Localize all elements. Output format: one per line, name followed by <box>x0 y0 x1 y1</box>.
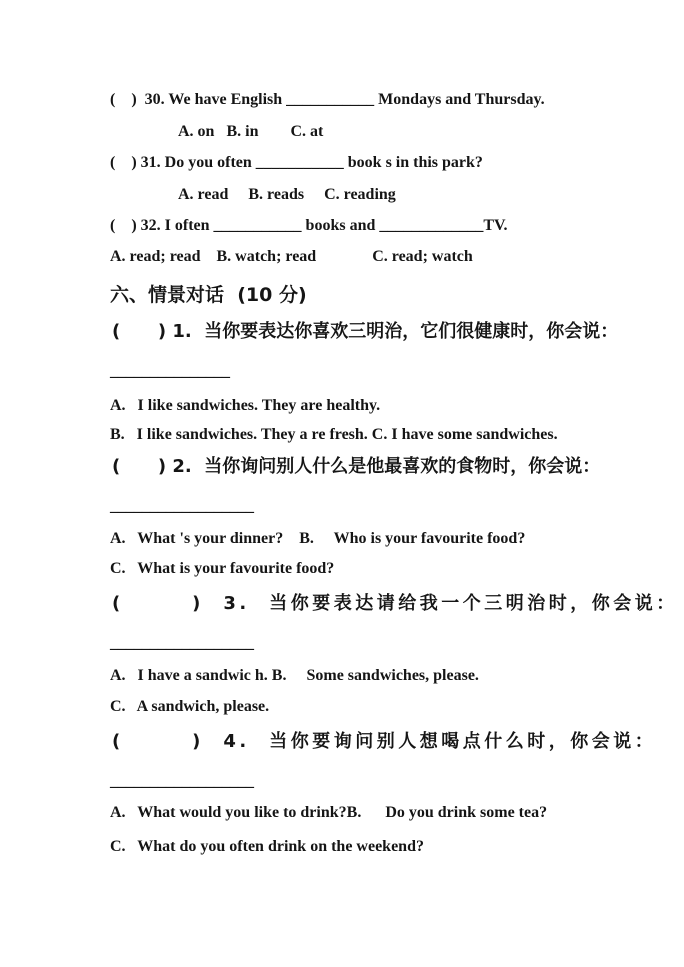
mc-question-30: ( ) 30. We have English ___________ Mondays and Thursday. <box>110 91 545 108</box>
dialogue-3-options-ab: A. I have a sandwic h. B. Some sandwiches, please. <box>110 667 479 684</box>
mc-options-31: A. read B. reads C. reading <box>178 186 396 203</box>
dialogue-question-4: ( ) 4. 当你要询问别人想喝点什么时，你会说： <box>112 731 657 752</box>
mc-question-31: ( ) 31. Do you often ___________ book s in this park? <box>110 154 483 171</box>
dialogue-4-options-ab: A. What would you like to drink?B. Do you drink some tea? <box>110 804 548 821</box>
dialogue-question-3: ( ) 3. 当你要表达请给我一个三明治时，你会说： <box>112 593 678 614</box>
mc-options-32: A. read; read B. watch; read C. read; watch <box>110 248 473 265</box>
answer-blank-1: _______________ <box>110 363 230 380</box>
dialogue-1-option-bc: B. I like sandwiches. They a re fresh. C. I have some sandwiches. <box>110 426 558 443</box>
answer-blank-2: __________________ <box>110 498 254 515</box>
answer-blank-4: __________________ <box>110 773 254 790</box>
mc-question-32: ( ) 32. I often ___________ books and _____________TV. <box>110 217 508 234</box>
dialogue-3-option-c: C. A sandwich, please. <box>110 698 270 715</box>
dialogue-4-option-c: C. What do you often drink on the weekend? <box>110 838 424 855</box>
dialogue-2-options-ab: A. What 's your dinner? B. Who is your favourite food? <box>110 530 526 547</box>
dialogue-question-2: ( ) 2. 当你询问别人什么是他最喜欢的食物时，你会说： <box>112 456 601 477</box>
dialogue-2-option-c: C. What is your favourite food? <box>110 560 335 577</box>
dialogue-1-option-a: A. I like sandwiches. They are healthy. <box>110 397 381 414</box>
mc-options-30: A. on B. in C. at <box>178 123 324 140</box>
dialogue-question-1: ( ) 1. 当你要表达你喜欢三明治，它们很健康时，你会说： <box>112 321 619 342</box>
section-heading: 六、情景对话 (10 分) <box>110 284 307 306</box>
answer-blank-3: __________________ <box>110 635 254 652</box>
